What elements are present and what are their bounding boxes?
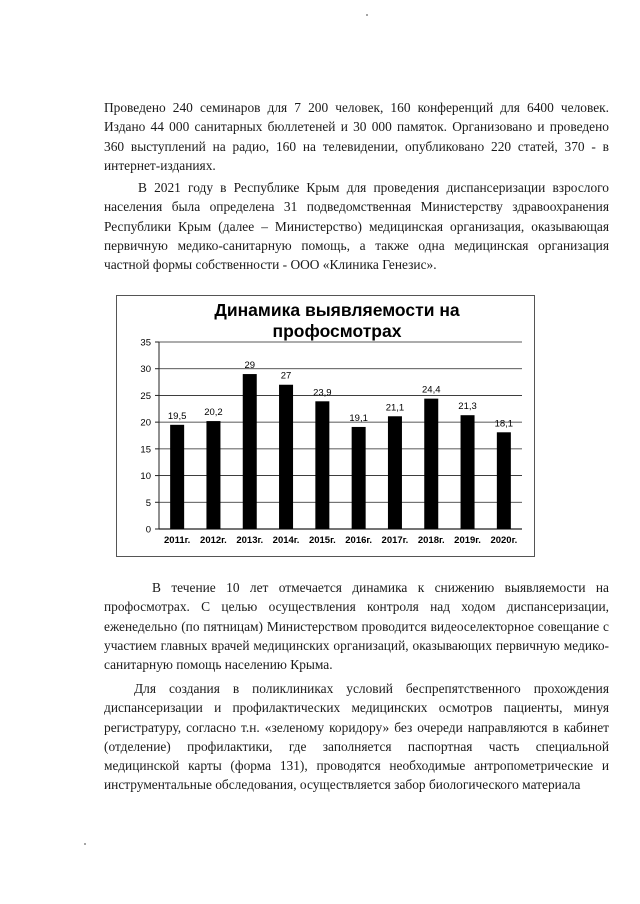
y-tick-label: 10	[140, 471, 151, 483]
data-label: 27	[280, 370, 292, 382]
chart-container	[116, 295, 535, 557]
data-label: 20,2	[204, 407, 223, 419]
bar	[243, 374, 257, 529]
x-tick-label: 2014г.	[272, 535, 300, 546]
x-tick-label: 2019г.	[454, 535, 481, 546]
x-tick-label: 2013г.	[236, 535, 264, 546]
chart-title-line1: Динамика выявляемости на	[214, 300, 460, 320]
x-tick-label: 2018г.	[417, 535, 445, 546]
x-tick-label: 2015г.	[308, 535, 336, 546]
paragraph-decline-trend: В течение 10 лет отмечается динамика к снижению выявляемости на профосмотрах. С целью осуществления контроля над ходом диспансеризации, еженедельно (по пятницам) Министерством проводится видеоселекторное совещание с участием главных врачей медицинских организаций, оказывающих первичную медико-санитарную помощь населению Крыма.	[104, 580, 609, 673]
bar	[352, 427, 366, 529]
x-tick-label: 2016г.	[345, 535, 373, 546]
data-label: 29	[244, 360, 256, 372]
detection-rate-chart	[117, 296, 534, 556]
paragraph-dispensary-2021: В 2021 году в Республике Крым для проведения диспансеризации взрослого населения была определена 31 подведомственная Министерству здравоохранения Республики Крым (далее – Министерство) медицинская организация, оказывающая первичную медико-санитарную помощь, а также одна медицинская организация частной формы собственности - ООО «Клиника Генезис».	[104, 180, 609, 273]
x-tick-label: 2011г.	[164, 535, 191, 546]
y-tick-label: 20	[140, 417, 151, 429]
data-label: 21,1	[385, 402, 405, 414]
bar	[424, 399, 438, 529]
bar	[388, 416, 402, 529]
bar	[461, 415, 475, 529]
scan-speck	[84, 843, 86, 845]
x-tick-label: 2012г.	[200, 535, 227, 546]
bar	[279, 385, 293, 529]
y-tick-label: 30	[140, 364, 151, 376]
bar	[206, 421, 220, 529]
scan-speck	[366, 14, 368, 16]
data-label: 23,9	[313, 387, 332, 399]
x-tick-label: 2020г.	[490, 535, 518, 546]
paragraph-green-corridor: Для создания в поликлиниках условий беспрепятственного прохождения диспансеризации и профилактических медицинских осмотров пациенты, минуя регистратуру, согласно т.н. «зеленому коридору» без очереди направляются в кабинет (отделение) профилактики, где заполняется паспортная часть специальной медицинской карты (форма 131), проводятся необходимые антропометрические и инструментальные обследования, осуществляется забор биологического материала	[104, 681, 609, 793]
y-tick-label: 35	[140, 337, 151, 349]
data-label: 21,3	[458, 401, 477, 413]
bar	[497, 432, 511, 529]
paragraph-seminars: Проведено 240 семинаров для 7 200 человек, 160 конференций для 6400 человек. Издано 44 000 санитарных бюллетеней и 30 000 памяток. Организовано и проведено 360 выступлений на радио, 160 на телевидении, опубликовано 220 статей, 370 - в интернет-изданиях.	[104, 100, 609, 173]
data-label: 19,5	[167, 410, 187, 422]
data-label: 24,4	[422, 384, 441, 396]
y-tick-label: 0	[145, 524, 151, 536]
bar	[315, 401, 329, 529]
y-tick-label: 5	[145, 497, 151, 509]
bar	[170, 425, 184, 529]
data-label: 19,1	[349, 412, 368, 424]
chart-title-line2: профосмотрах	[272, 321, 402, 341]
y-tick-label: 15	[140, 444, 151, 456]
data-label: 18,1	[494, 418, 514, 430]
x-tick-label: 2017г.	[381, 535, 409, 546]
y-tick-label: 25	[140, 390, 151, 402]
